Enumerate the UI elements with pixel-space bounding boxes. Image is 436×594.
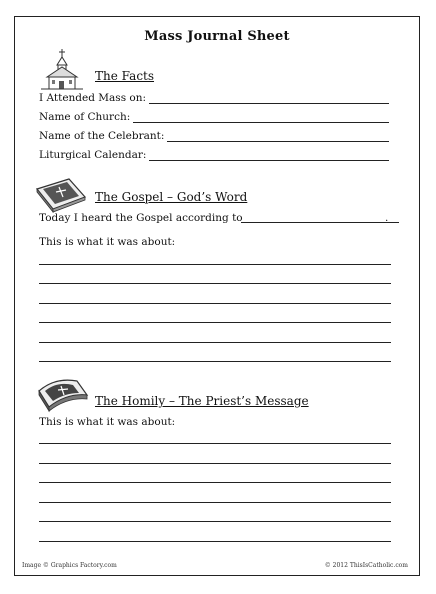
homily-about-label: This is what it was about: [39,416,176,428]
gospel-writing-line[interactable] [39,322,391,323]
liturgical-calendar-label: Liturgical Calendar: [39,149,147,161]
homily-writing-line[interactable] [39,482,391,483]
church-name-field[interactable] [39,107,389,123]
church-name-label: Name of Church: [39,111,131,123]
page-title: Mass Journal Sheet [144,29,290,44]
church-icon [37,47,87,91]
footer-credit-left: Image © Graphics Factory.com [22,562,117,569]
bible-icon [33,175,89,213]
facts-heading: The Facts [95,69,155,83]
footer-credit-right: © 2012 ThisIsCatholic.com [324,562,408,569]
gospel-writing-line[interactable] [39,303,391,304]
attended-mass-line[interactable] [149,91,389,104]
church-name-line[interactable] [133,110,389,123]
lectern-book-icon [33,373,93,413]
homily-writing-line[interactable] [39,502,391,503]
attended-mass-field[interactable] [39,88,389,104]
gospel-writing-line[interactable] [39,283,391,284]
celebrant-name-line[interactable] [167,129,389,142]
homily-writing-line[interactable] [39,541,391,542]
homily-writing-line[interactable] [39,463,391,464]
gospel-heading: The Gospel – God’s Word [95,190,248,204]
homily-heading: The Homily – The Priest’s Message [95,394,309,408]
attended-mass-label: I Attended Mass on: [39,92,147,104]
homily-writing-line[interactable] [39,521,391,522]
celebrant-name-label: Name of the Celebrant: [39,130,165,142]
gospel-prompt: Today I heard the Gospel according to [39,212,243,224]
celebrant-name-field[interactable] [39,126,389,142]
liturgical-calendar-field[interactable] [39,145,389,161]
homily-writing-line[interactable] [39,443,391,444]
liturgical-calendar-line[interactable] [149,148,389,161]
gospel-evangelist-line[interactable] [241,222,399,223]
gospel-end-mark: . [385,212,389,224]
gospel-writing-line[interactable] [39,361,391,362]
gospel-about-label: This is what it was about: [39,236,176,248]
journal-sheet [14,16,420,576]
gospel-writing-line[interactable] [39,264,391,265]
gospel-writing-line[interactable] [39,342,391,343]
